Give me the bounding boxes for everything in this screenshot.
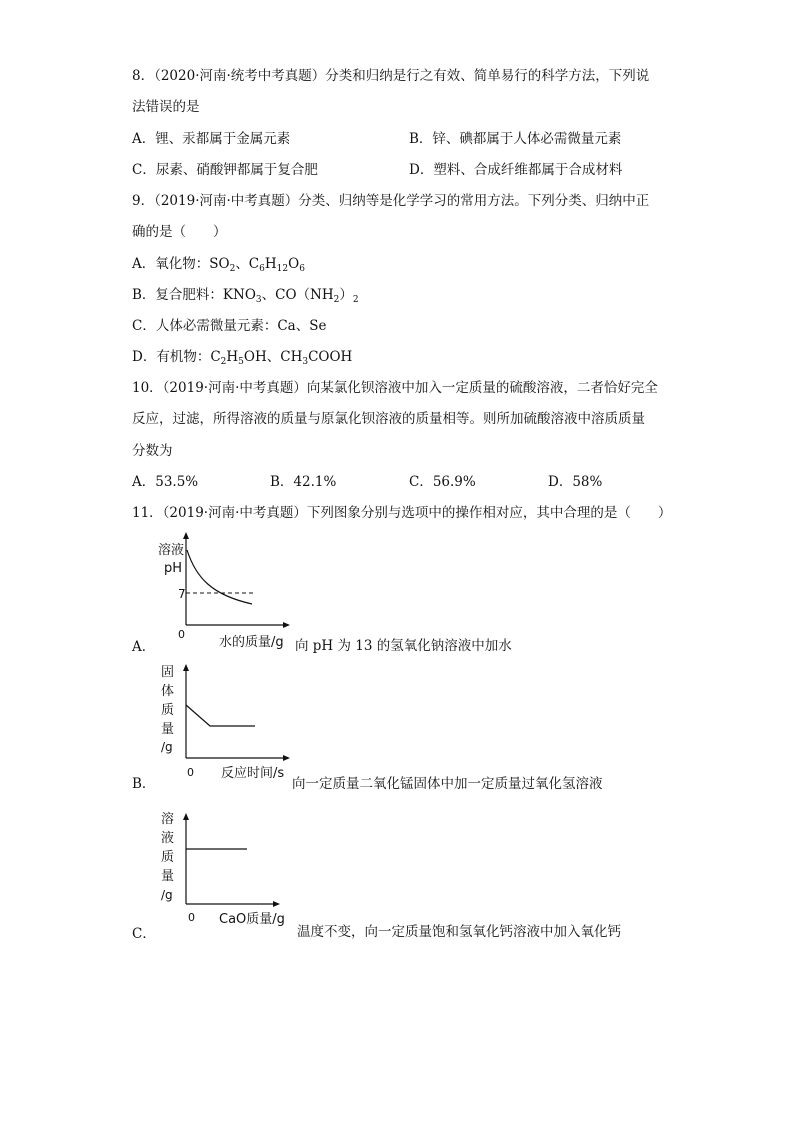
- q10-stem-line3: 分数为: [132, 443, 173, 459]
- graph-c-y-arrow: [183, 813, 189, 820]
- graph-a-ylabel-2: pH: [164, 561, 183, 576]
- q8-option-a: A．锂、汞都属于金属元素: [132, 131, 291, 147]
- q11-option-b-text: 向一定质量二氧化锰固体中加一定质量过氧化氢溶液: [292, 776, 603, 792]
- q11-option-a-label: A．: [132, 639, 156, 655]
- graph-c-ylabel-1: 溶: [161, 812, 175, 827]
- q11-option-a-text: 向 pH 为 13 的氢氧化钠溶液中加水: [295, 638, 512, 654]
- graph-b-ylabel-5: /g: [161, 740, 173, 754]
- graph-a-x-arrow: [283, 622, 290, 628]
- graph-a-ylabel-1: 溶液: [158, 543, 185, 558]
- graph-c-origin: 0: [188, 911, 195, 924]
- q8-option-c: C．尿素、硝酸钾都属于复合肥: [132, 162, 318, 178]
- graph-c-x-arrow: [273, 901, 280, 907]
- q11-graph-a: [150, 530, 300, 655]
- q11-stem: 11．（2019·河南·中考真题）下列图象分别与选项中的操作相对应，其中合理的是（ ）: [132, 505, 672, 521]
- graph-a-y-arrow: [183, 532, 189, 539]
- q9-option-a: A．氧化物：$SO_2$、$C_6H_{12}O_6$: [132, 256, 305, 274]
- q10-option-b: B．42.1%: [270, 474, 337, 490]
- graph-b-xlabel: 反应时间/s: [221, 766, 285, 781]
- q9-option-d: D．有机物：$C_2H_5OH$、$CH_3COOH$: [132, 349, 353, 367]
- q9-option-b: B．复合肥料：$KNO_3$、$CO(NH_2)_2$: [132, 287, 359, 305]
- graph-b-x-arrow: [283, 755, 290, 761]
- q10-option-d: D．58%: [548, 474, 603, 490]
- q9-stem-line2: 确的是（ ）: [132, 224, 227, 240]
- graph-b-origin: 0: [187, 766, 194, 779]
- q11-option-b-label: B．: [132, 776, 156, 792]
- q8-option-d: D．塑料、合成纤维都属于合成材料: [409, 162, 623, 178]
- graph-a-tick-7: 7: [178, 587, 186, 601]
- q10-option-a: A．53.5%: [132, 474, 199, 490]
- q10-stem-line2: 反应，过滤，所得溶液的质量与原氯化钡溶液的质量相等。则所加硫酸溶液中溶质质量: [132, 411, 645, 427]
- graph-b-line: [186, 705, 255, 726]
- graph-b-ylabel-4: 量: [161, 722, 175, 737]
- graph-b-ylabel-2: 体: [161, 684, 175, 699]
- q11-option-c-label: C．: [132, 926, 156, 942]
- graph-c-ylabel-2: 液: [161, 831, 175, 846]
- q8-option-b: B．锌、碘都属于人体必需微量元素: [409, 131, 622, 147]
- q11-graph-b: [150, 662, 300, 784]
- q11-option-c-text: 温度不变，向一定质量饱和氢氧化钙溶液中加入氧化钙: [297, 924, 621, 940]
- q10-option-c: C．56.9%: [409, 474, 476, 490]
- graph-c-xlabel: CaO质量/g: [219, 912, 285, 927]
- graph-b-ylabel-1: 固: [161, 665, 175, 680]
- q8-stem-line2: 法错误的是: [132, 99, 200, 115]
- graph-c-ylabel-4: 量: [161, 869, 175, 884]
- q8-stem-line1: 8．（2020·河南·统考中考真题）分类和归纳是行之有效、简单易行的科学方法，下列说: [132, 68, 650, 84]
- graph-c-ylabel-5: /g: [161, 888, 173, 902]
- graph-b-y-arrow: [183, 664, 189, 671]
- graph-a-curve: [187, 550, 252, 604]
- q9-stem-line1: 9．（2019·河南·中考真题）分类、归纳等是化学学习的常用方法。下列分类、归纳中正: [132, 193, 650, 209]
- q10-stem-line1: 10．（2019·河南·中考真题）向某氯化钡溶液中加入一定质量的硫酸溶液，二者恰好完全: [132, 380, 658, 396]
- q11-graph-c: [150, 805, 300, 930]
- graph-b-ylabel-3: 质: [161, 703, 175, 718]
- q9-option-c: C．人体必需微量元素：Ca、Se: [132, 318, 327, 334]
- graph-a-xlabel: 水的质量/g: [219, 635, 284, 650]
- graph-c-ylabel-3: 质: [161, 850, 175, 865]
- graph-a-origin: 0: [178, 628, 185, 641]
